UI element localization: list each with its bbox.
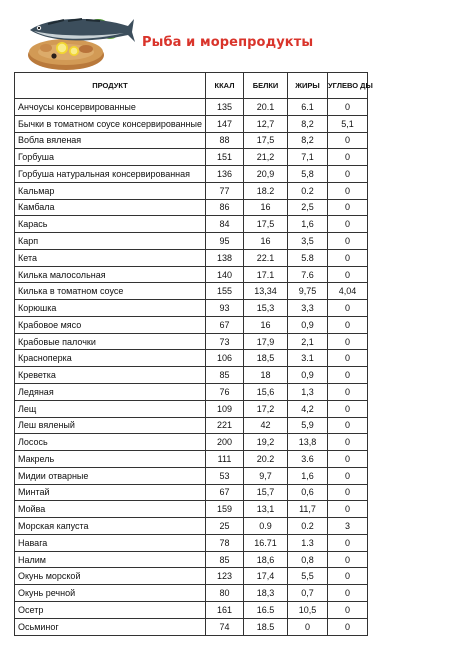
fat-cell: 1,6 [288,467,328,484]
carbs-cell: 0 [328,233,368,250]
carbs-cell: 0 [328,166,368,183]
kcal-cell: 138 [206,249,244,266]
fat-cell: 0.2 [288,518,328,535]
protein-cell: 18.2 [244,182,288,199]
fat-cell: 3,3 [288,300,328,317]
carbs-cell: 0 [328,350,368,367]
table-row [15,601,368,618]
carbs-cell: 0 [328,367,368,384]
table-row [15,149,368,166]
kcal-cell: 86 [206,199,244,216]
fat-cell: 0.2 [288,182,328,199]
table-row [15,132,368,149]
protein-cell: 16.5 [244,601,288,618]
carbs-cell: 0 [328,501,368,518]
carbs-cell: 0 [328,249,368,266]
carbs-cell: 0 [328,551,368,568]
fat-cell: 3.6 [288,451,328,468]
product-name-cell: Крабовое мясо [15,316,206,333]
product-name-cell: Горбуша натуральная консервированная [15,166,206,183]
fat-cell: 0,7 [288,585,328,602]
product-name-cell: Горбуша [15,149,206,166]
table-row [15,417,368,434]
protein-cell: 42 [244,417,288,434]
fat-cell: 1,3 [288,384,328,401]
product-name-cell: Красноперка [15,350,206,367]
product-name-cell: Осьминог [15,618,206,635]
product-name-cell: Налим [15,551,206,568]
table-row [15,350,368,367]
table-row [15,384,368,401]
carbs-cell: 0 [328,266,368,283]
fat-cell: 2,1 [288,333,328,350]
protein-cell: 17,4 [244,568,288,585]
fat-cell: 1,6 [288,216,328,233]
product-name-cell: Лещ [15,400,206,417]
table-row [15,518,368,535]
product-name-cell: Кальмар [15,182,206,199]
table-row [15,283,368,300]
fat-cell: 5,5 [288,568,328,585]
carbs-cell: 0 [328,585,368,602]
protein-cell: 20.1 [244,99,288,116]
kcal-cell: 85 [206,367,244,384]
carbs-cell: 0 [328,534,368,551]
carbs-cell: 0 [328,216,368,233]
fat-cell: 11,7 [288,501,328,518]
protein-cell: 17,2 [244,400,288,417]
table-row [15,199,368,216]
product-name-cell: Макрель [15,451,206,468]
kcal-cell: 85 [206,551,244,568]
kcal-cell: 111 [206,451,244,468]
protein-cell: 16 [244,199,288,216]
table-row [15,585,368,602]
kcal-cell: 200 [206,434,244,451]
table-row [15,434,368,451]
product-name-cell: Ледяная [15,384,206,401]
kcal-cell: 67 [206,316,244,333]
kcal-cell: 88 [206,132,244,149]
table-row [15,534,368,551]
protein-cell: 20,9 [244,166,288,183]
fat-cell: 2,5 [288,199,328,216]
fat-cell: 9,75 [288,283,328,300]
protein-cell: 17,5 [244,216,288,233]
fat-cell: 5.8 [288,249,328,266]
table-row [15,484,368,501]
table-row [15,367,368,384]
protein-cell: 9,7 [244,467,288,484]
table-row [15,568,368,585]
header-fat: ЖИРЫ [288,73,328,99]
kcal-cell: 106 [206,350,244,367]
protein-cell: 16 [244,316,288,333]
protein-cell: 18.5 [244,618,288,635]
carbs-cell: 0 [328,467,368,484]
protein-cell: 16.71 [244,534,288,551]
product-name-cell: Карась [15,216,206,233]
protein-cell: 15,7 [244,484,288,501]
table-row [15,266,368,283]
carbs-cell: 0 [328,316,368,333]
protein-cell: 12,7 [244,115,288,132]
product-name-cell: Вобла вяленая [15,132,206,149]
table-row [15,501,368,518]
table-row [15,182,368,199]
kcal-cell: 151 [206,149,244,166]
protein-cell: 15,6 [244,384,288,401]
protein-cell: 18,6 [244,551,288,568]
product-name-cell: Анчоусы консервированные [15,99,206,116]
fat-cell: 4,2 [288,400,328,417]
carbs-cell: 4,04 [328,283,368,300]
table-row [15,249,368,266]
carbs-cell: 0 [328,451,368,468]
kcal-cell: 93 [206,300,244,317]
carbs-cell: 0 [328,618,368,635]
fat-cell: 0,9 [288,367,328,384]
table-row [15,333,368,350]
product-name-cell: Крабовые палочки [15,333,206,350]
fat-cell: 10,5 [288,601,328,618]
table-row [15,316,368,333]
carbs-cell: 0 [328,99,368,116]
kcal-cell: 136 [206,166,244,183]
protein-cell: 19,2 [244,434,288,451]
table-row [15,216,368,233]
carbs-cell: 3 [328,518,368,535]
nutrition-table [14,72,373,636]
protein-cell: 18,5 [244,350,288,367]
fish-plate-illustration [24,4,136,72]
carbs-cell: 0 [328,300,368,317]
kcal-cell: 77 [206,182,244,199]
carbs-cell: 0 [328,568,368,585]
fat-cell: 5,9 [288,417,328,434]
carbs-cell: 0 [328,132,368,149]
carbs-cell: 5,1 [328,115,368,132]
table-row [15,115,368,132]
product-name-cell: Креветка [15,367,206,384]
carbs-cell: 0 [328,333,368,350]
fat-cell: 3.1 [288,350,328,367]
table-row [15,166,368,183]
kcal-cell: 123 [206,568,244,585]
kcal-cell: 53 [206,467,244,484]
kcal-cell: 159 [206,501,244,518]
header-product: ПРОДУКТ [15,73,206,99]
product-name-cell: Камбала [15,199,206,216]
product-name-cell: Лосось [15,434,206,451]
carbs-cell: 0 [328,601,368,618]
kcal-cell: 80 [206,585,244,602]
protein-cell: 18 [244,367,288,384]
fat-cell: 1.3 [288,534,328,551]
kcal-cell: 161 [206,601,244,618]
protein-cell: 0.9 [244,518,288,535]
header-protein: БЕЛКИ [244,73,288,99]
protein-cell: 17,5 [244,132,288,149]
table-row [15,400,368,417]
carbs-cell: 0 [328,182,368,199]
fat-cell: 7.6 [288,266,328,283]
table-body [15,99,368,636]
kcal-cell: 95 [206,233,244,250]
protein-cell: 18,3 [244,585,288,602]
kcal-cell: 135 [206,99,244,116]
fat-cell: 13,8 [288,434,328,451]
product-name-cell: Бычки в томатном соусе консервированные [15,115,206,132]
kcal-cell: 147 [206,115,244,132]
fat-cell: 8,2 [288,115,328,132]
protein-cell: 17,9 [244,333,288,350]
protein-cell: 22.1 [244,249,288,266]
table-row [15,551,368,568]
kcal-cell: 84 [206,216,244,233]
product-name-cell: Кета [15,249,206,266]
product-name-cell: Килька малосольная [15,266,206,283]
fat-cell: 0,9 [288,316,328,333]
carbs-cell: 0 [328,384,368,401]
table-row [15,300,368,317]
kcal-cell: 76 [206,384,244,401]
product-name-cell: Корюшка [15,300,206,317]
protein-cell: 15,3 [244,300,288,317]
carbs-cell: 0 [328,400,368,417]
product-name-cell: Морская капуста [15,518,206,535]
fat-cell: 7,1 [288,149,328,166]
header-kcal: ККАЛ [206,73,244,99]
table-header-row [15,73,368,99]
product-name-cell: Осетр [15,601,206,618]
kcal-cell: 221 [206,417,244,434]
protein-cell: 16 [244,233,288,250]
protein-cell: 17.1 [244,266,288,283]
fat-cell: 8,2 [288,132,328,149]
protein-cell: 13,34 [244,283,288,300]
page-title: Рыба и морепродукты [142,35,314,50]
protein-cell: 13,1 [244,501,288,518]
table-row [15,467,368,484]
product-name-cell: Килька в томатном соусе [15,283,206,300]
carbs-cell: 0 [328,199,368,216]
kcal-cell: 67 [206,484,244,501]
header-carbs: УГЛЕВО ДЫ [328,73,368,99]
product-name-cell: Минтай [15,484,206,501]
kcal-cell: 73 [206,333,244,350]
protein-cell: 21,2 [244,149,288,166]
carbs-cell: 0 [328,417,368,434]
carbs-cell: 0 [328,149,368,166]
kcal-cell: 74 [206,618,244,635]
kcal-cell: 78 [206,534,244,551]
product-name-cell: Навага [15,534,206,551]
kcal-cell: 140 [206,266,244,283]
kcal-cell: 109 [206,400,244,417]
fat-cell: 6.1 [288,99,328,116]
carbs-cell: 0 [328,434,368,451]
fat-cell: 3,5 [288,233,328,250]
product-name-cell: Окунь речной [15,585,206,602]
product-name-cell: Карп [15,233,206,250]
product-name-cell: Леш вяленый [15,417,206,434]
table-row [15,451,368,468]
kcal-cell: 155 [206,283,244,300]
product-name-cell: Мидии отварные [15,467,206,484]
table-row [15,233,368,250]
carbs-cell: 0 [328,484,368,501]
product-name-cell: Мойва [15,501,206,518]
fat-cell: 0,6 [288,484,328,501]
protein-cell: 20.2 [244,451,288,468]
table-row [15,99,368,116]
fat-cell: 0 [288,618,328,635]
kcal-cell: 25 [206,518,244,535]
fat-cell: 5,8 [288,166,328,183]
product-name-cell: Окунь морской [15,568,206,585]
fat-cell: 0,8 [288,551,328,568]
table-row [15,618,368,635]
